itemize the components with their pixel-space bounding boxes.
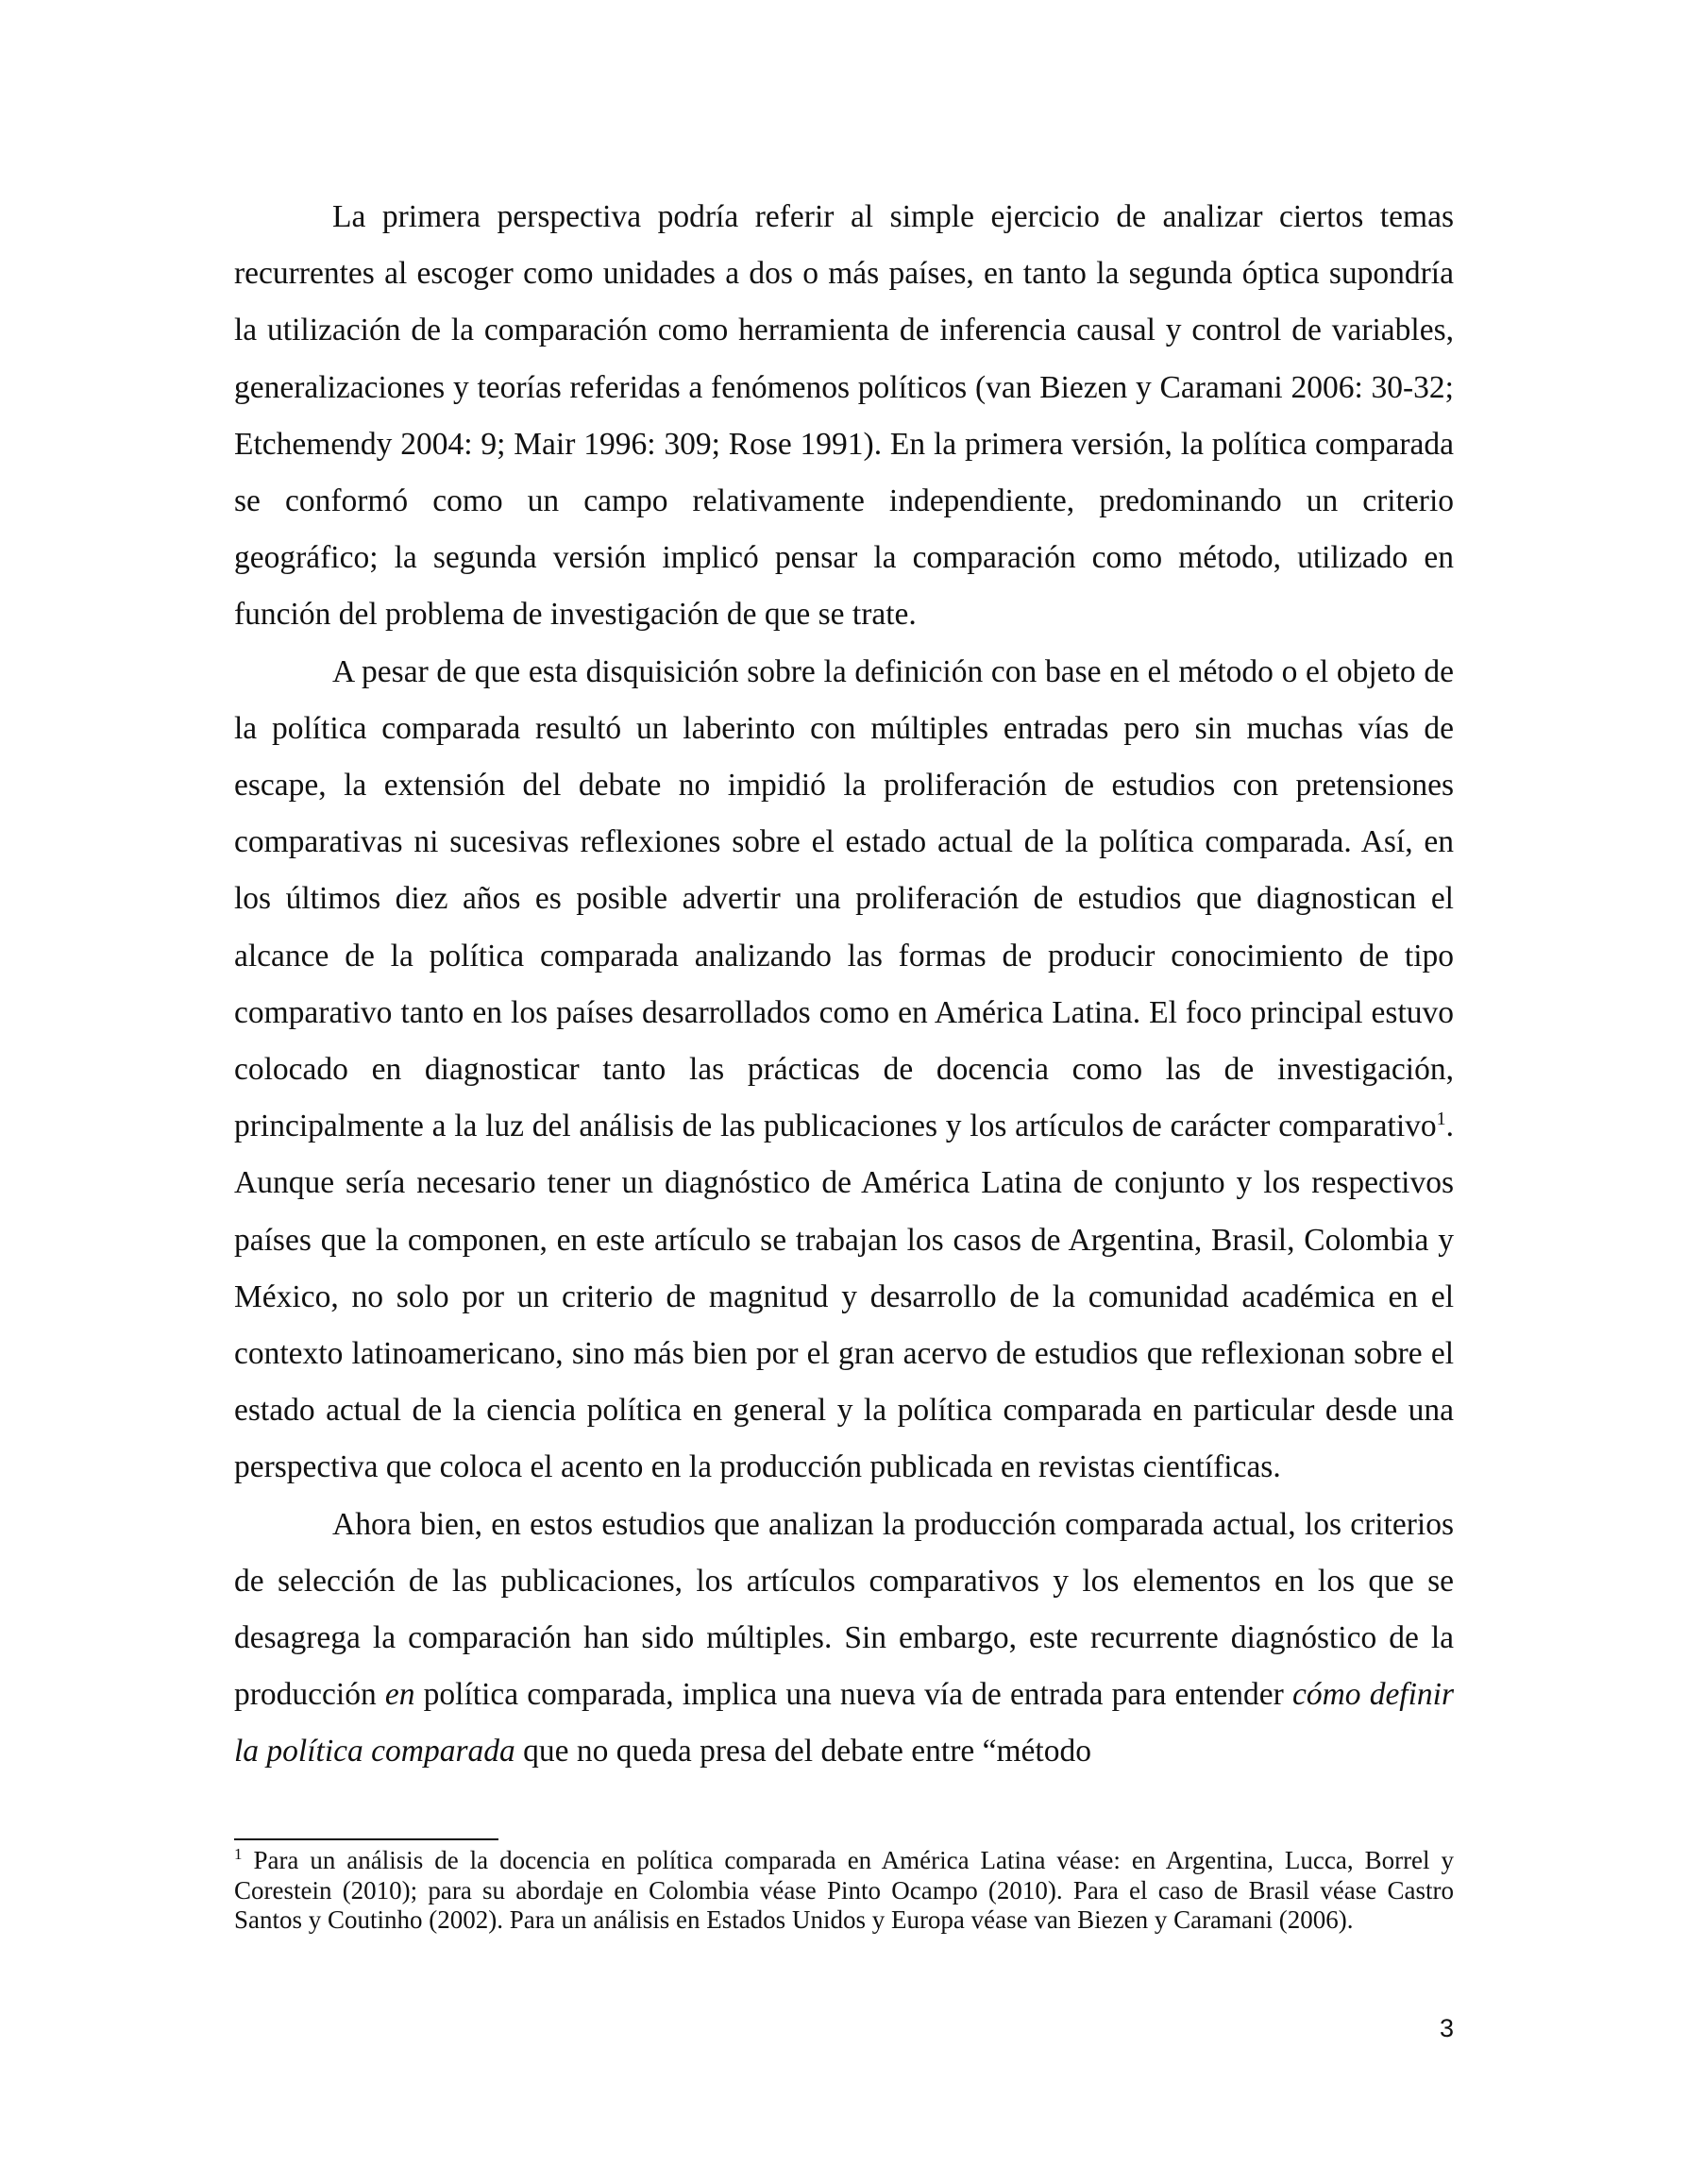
paragraph-text: Ahora bien, en estos estudios que analizan la producción comparada actual, los criterios de selección de las publicaciones, los artículos comparativos y los elementos en los que se desagrega la comparación han sido múltiples. Sin embargo, este recurrente diagnóstico de la producción: [234, 1506, 1454, 1713]
paragraph-text: que no queda presa del debate entre “método: [515, 1734, 1091, 1769]
footnote-marker: 1: [234, 1845, 243, 1863]
page-number: 3: [1439, 2014, 1454, 2042]
paragraph-3: [234, 1497, 1454, 1781]
italic-term: en: [384, 1677, 415, 1713]
footnote-reference[interactable]: 1: [1436, 1109, 1446, 1130]
paragraph-text: A pesar de que esta disquisición sobre la definición con base en el método o el objeto de la política comparada resultó un laberinto con múltiples entradas pero sin muchas vías de escape, la extensión del debate no impidió la proliferación de estudios con pretensiones comparativas ni sucesivas reflexiones sobre el estado actual de la política comparada. Así, en los últimos diez años es posible advertir una proliferación de estudios que diagnostican el alcance de la política comparada analizando las formas de producir conocimiento de tipo comparativo tanto en los países desarrollados como en América Latina. El foco principal estuvo colocado en diagnosticar tanto las prácticas de docencia como las de investigación, principalmente a la luz del análisis de las publicaciones y los artículos de carácter comparativo: [234, 653, 1454, 1144]
paragraph-text: . Aunque sería necesario tener un diagnóstico de América Latina de conjunto y los respectivos países que la componen, en este artículo se trabajan los casos de Argentina, Brasil, Colombia y México, no solo por un criterio de magnitud y desarrollo de la comunidad académica en el contexto latinoamericano, sino más bien por el gran acervo de estudios que reflexionan sobre el estado actual de la ciencia política en general y la política comparada en particular desde una perspectiva que coloca el acento en la producción publicada en revistas científicas.: [234, 1109, 1454, 1485]
paragraph-text: política comparada, implica una nueva vía de entrada para entender: [414, 1677, 1292, 1713]
footnote-divider: [234, 1838, 498, 1840]
body-text: [234, 189, 1454, 1781]
paragraph-2: [234, 644, 1454, 1497]
footnote-text: Para un análisis de la docencia en política comparada en América Latina véase: en Argentina, Lucca, Borrel y Corestein (2010); para su abordaje en Colombia véase Pinto Ocampo (2010). Para el caso de Brasil véase Castro Santos y Coutinho (2002). Para un análisis en Estados Unidos y Europa véase van Biezen y Caramani (2006).: [234, 1846, 1454, 1934]
footnote: [234, 1846, 1454, 1936]
italic-phrase: cómo definir la política comparada: [234, 1677, 1455, 1769]
paragraph-text: La primera perspectiva podría referir al simple ejercicio de analizar ciertos temas recurrentes al escoger como unidades a dos o más países, en tanto la segunda óptica supondría la utilización de la comparación como herramienta de inferencia causal y control de variables, generalizaciones y teorías referidas a fenómenos políticos (van Biezen y Caramani 2006: 30-32; Etchemendy 2004: 9; Mair 1996: 309; Rose 1991). En la primera versión, la política comparada se conformó como un campo relativamente independiente, predominando un criterio geográfico; la segunda versión implicó pensar la comparación como método, utilizado en función del problema de investigación de que se trate.: [234, 199, 1454, 633]
paragraph-1: [234, 189, 1454, 644]
